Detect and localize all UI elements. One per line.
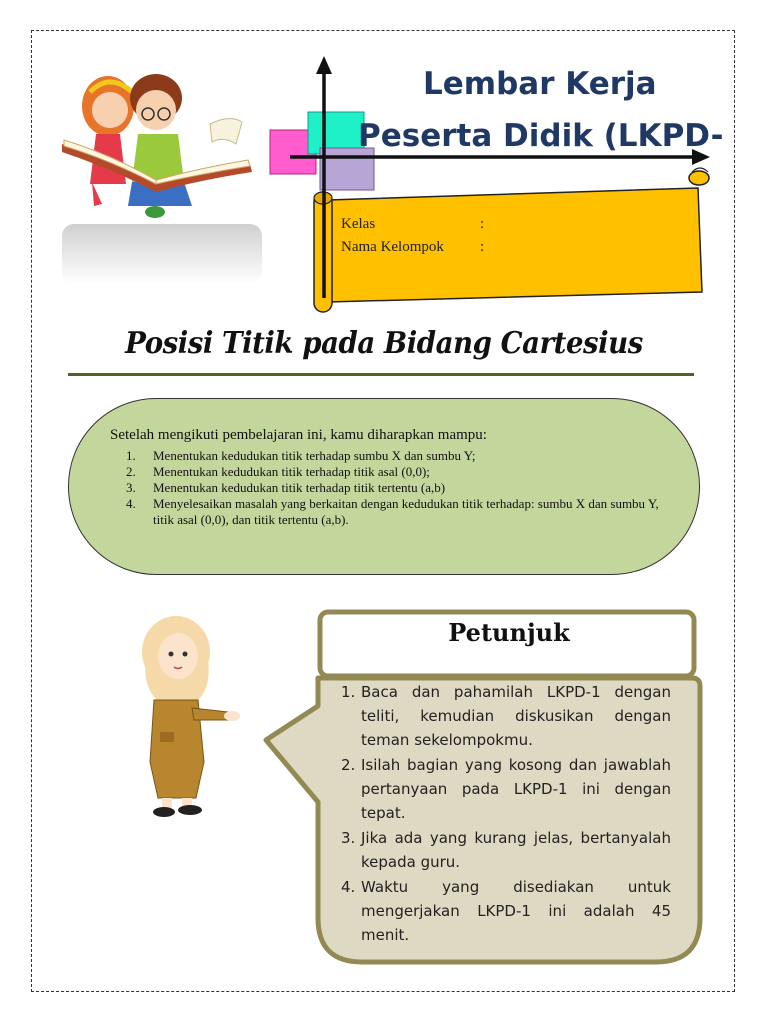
class-colon: :: [480, 216, 485, 232]
objective-item: [126, 480, 666, 496]
objective-item: [126, 464, 666, 480]
instruction-text: Baca dan pahamilah LKPD-1 dengan teliti, kemudian diskusikan dengan teman sekelompokmu.: [361, 683, 671, 749]
instruction-number: 2.: [341, 756, 356, 774]
instruction-item: [341, 826, 671, 874]
objectives-list: [126, 448, 666, 528]
instruction-item: [341, 875, 671, 947]
objective-text: Menyelesaikan masalah yang berkaitan dengan kedudukan titik terhadap: sumbu X dan sumbu Y, titik asal (0,0), dan titik tertentu (a,b).: [153, 496, 659, 527]
objective-number: 1.: [126, 448, 136, 463]
objective-number: 2.: [126, 464, 136, 479]
instruction-number: 1.: [341, 683, 356, 701]
instruction-number: 3.: [341, 829, 356, 847]
objective-text: Menentukan kedudukan titik terhadap sumbu X dan sumbu Y;: [153, 448, 476, 463]
heading-divider: [68, 373, 694, 376]
objective-item: [126, 448, 666, 464]
instruction-text: Waktu yang disediakan untuk mengerjakan LKPD-1 ini adalah 45 menit.: [361, 878, 671, 944]
instructions-list: [341, 680, 671, 948]
instruction-number: 4.: [341, 878, 356, 896]
instruction-item: [341, 753, 671, 825]
objective-item: [126, 496, 666, 528]
instruction-text: Jika ada yang kurang jelas, bertanyalah kepada guru.: [361, 829, 671, 871]
group-name-label: Nama Kelompok: [341, 239, 444, 255]
instruction-item: [341, 680, 671, 752]
subject-heading: Posisi Titik pada Bidang Cartesius: [125, 326, 643, 361]
worksheet-title-line1: Lembar Kerja: [423, 66, 657, 102]
class-label: Kelas: [341, 216, 376, 232]
instruction-text: Isilah bagian yang kosong dan jawablah pertanyaan pada LKPD-1 ini dengan tepat.: [361, 756, 671, 822]
children-reading-illustration: [60, 64, 265, 284]
worksheet-title-line2: Peserta Didik (LKPD-: [358, 118, 724, 154]
objective-number: 3.: [126, 480, 136, 495]
teacher-illustration: [132, 612, 242, 822]
objective-text: Menentukan kedudukan titik terhadap titik asal (0,0);: [153, 464, 430, 479]
group-name-colon: :: [480, 239, 485, 255]
objective-number: 4.: [126, 496, 136, 511]
objective-text: Menentukan kedudukan titik terhadap titik tertentu (a,b): [153, 480, 446, 495]
objectives-intro: Setelah mengikuti pembelajaran ini, kamu diharapkan mampu:: [110, 427, 487, 443]
instructions-title: Petunjuk: [448, 618, 570, 647]
